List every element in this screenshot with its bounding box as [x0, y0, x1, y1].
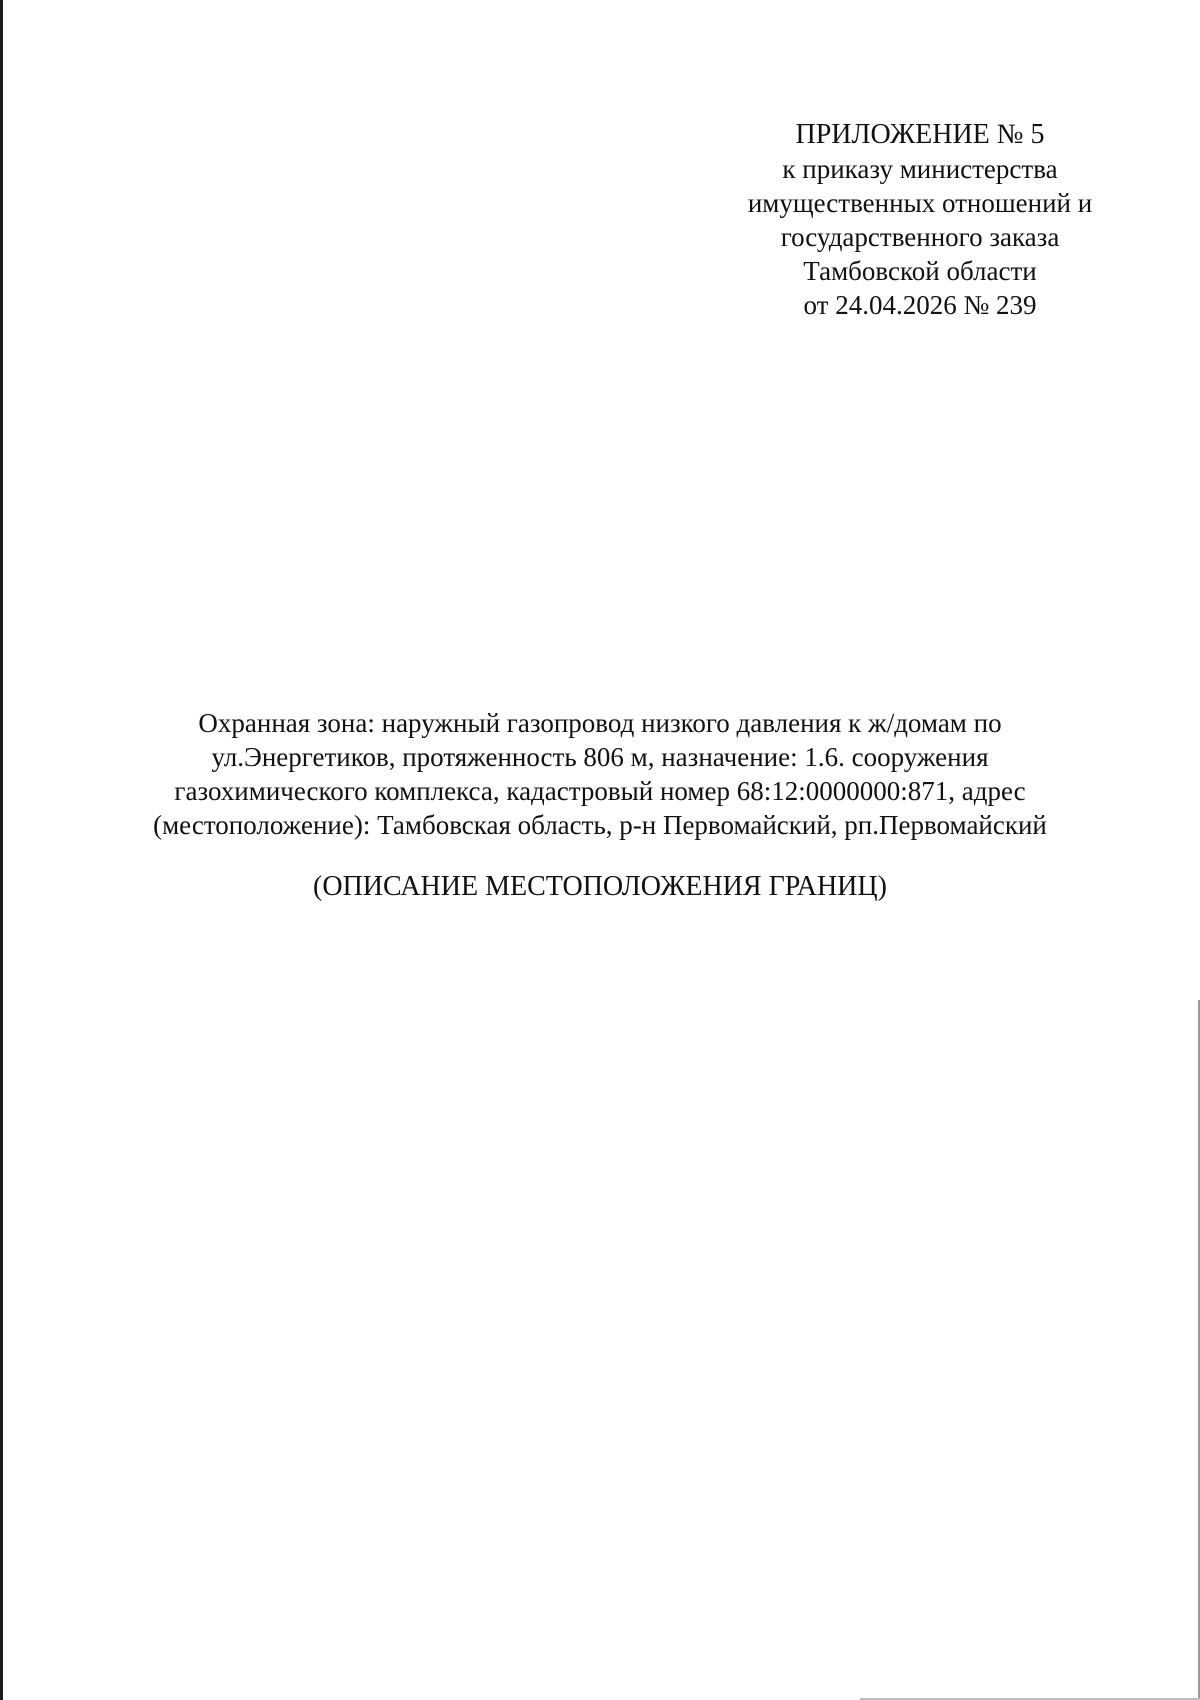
appendix-region-line: Тамбовской области — [803, 256, 1037, 286]
appendix-order-line: к приказу министерства — [782, 154, 1058, 184]
scan-edge-left — [0, 0, 3, 1700]
appendix-date-number: от 24.04.2026 № 239 — [803, 290, 1037, 320]
protection-zone-description — [100, 706, 1100, 842]
appendix-title: ПРИЛОЖЕНИЕ № 5 — [795, 119, 1045, 150]
appendix-ministry-line: имущественных отношений и — [747, 188, 1093, 218]
zone-line-1: Охранная зона: наружный газопровод низкого давления к ж/домам по — [198, 708, 1002, 738]
appendix-header — [700, 118, 1140, 322]
zone-line-4: (местоположение): Тамбовская область, р-н Первомайский, рп.Первомайский — [153, 810, 1047, 840]
boundary-description-title: (ОПИСАНИЕ МЕСТОПОЛОЖЕНИЯ ГРАНИЦ) — [313, 871, 887, 902]
zone-line-2: ул.Энергетиков, протяженность 806 м, назначение: 1.6. сооружения — [211, 742, 989, 772]
appendix-ministry-line-2: государственного заказа — [780, 222, 1060, 252]
zone-line-3: газохимического комплекса, кадастровый номер 68:12:0000000:871, адрес — [174, 776, 1026, 806]
